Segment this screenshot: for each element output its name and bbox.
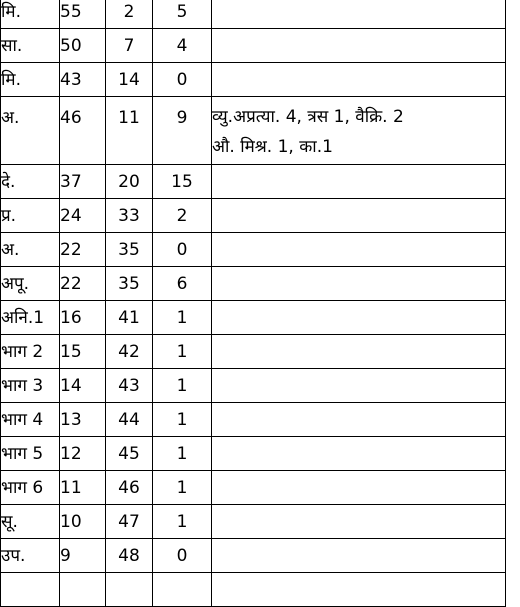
value-cell-1: 22 [60, 233, 106, 267]
value-cell-3: 1 [153, 437, 212, 471]
row-label-cell: अ. [1, 233, 60, 267]
row-label-cell: दे. [1, 165, 60, 199]
value-cell-1: 11 [60, 471, 106, 505]
value-cell-1: 55 [60, 0, 106, 29]
row-label-cell: सा. [1, 29, 60, 63]
value-cell-2: 43 [106, 369, 153, 403]
notes-cell [212, 369, 506, 403]
row-label-cell: सू. [1, 505, 60, 539]
value-cell-2: 47 [106, 505, 153, 539]
value-cell-2: 46 [106, 471, 153, 505]
value-cell-3: 0 [153, 233, 212, 267]
notes-cell [212, 165, 506, 199]
value-cell-2: 45 [106, 437, 153, 471]
value-cell-3 [153, 573, 212, 607]
notes-cell [212, 199, 506, 233]
notes-cell [212, 233, 506, 267]
value-cell-2: 7 [106, 29, 153, 63]
value-cell-1: 13 [60, 403, 106, 437]
value-cell-2: 2 [106, 0, 153, 29]
notes-cell [212, 97, 506, 165]
table-row [1, 0, 506, 29]
value-cell-3: 0 [153, 63, 212, 97]
value-cell-2: 41 [106, 301, 153, 335]
table-row [1, 539, 506, 573]
value-cell-3: 6 [153, 267, 212, 301]
value-cell-3: 9 [153, 97, 212, 165]
value-cell-2: 44 [106, 403, 153, 437]
table-row [1, 471, 506, 505]
value-cell-2: 42 [106, 335, 153, 369]
value-cell-1: 9 [60, 539, 106, 573]
table-row [1, 97, 506, 165]
notes-cell [212, 403, 506, 437]
row-label-cell: भाग 5 [1, 437, 60, 471]
table-row [1, 573, 506, 607]
table-row [1, 233, 506, 267]
row-label-cell: अ. [1, 97, 60, 165]
table-row [1, 165, 506, 199]
table-row [1, 335, 506, 369]
notes-cell [212, 63, 506, 97]
value-cell-2: 48 [106, 539, 153, 573]
value-cell-1: 50 [60, 29, 106, 63]
notes-cell [212, 539, 506, 573]
table-row [1, 267, 506, 301]
value-cell-1: 10 [60, 505, 106, 539]
row-label-cell: भाग 6 [1, 471, 60, 505]
table-row [1, 369, 506, 403]
notes-cell [212, 267, 506, 301]
value-cell-1: 37 [60, 165, 106, 199]
value-cell-2: 14 [106, 63, 153, 97]
table-body [1, 0, 506, 607]
notes-cell [212, 437, 506, 471]
notes-cell [212, 301, 506, 335]
notes-cell [212, 0, 506, 29]
value-cell-2: 35 [106, 267, 153, 301]
row-label-cell: भाग 3 [1, 369, 60, 403]
value-cell-3: 0 [153, 539, 212, 573]
value-cell-1: 16 [60, 301, 106, 335]
value-cell-1: 22 [60, 267, 106, 301]
notes-cell [212, 573, 506, 607]
row-label-cell [1, 573, 60, 607]
notes-cell [212, 29, 506, 63]
value-cell-1: 46 [60, 97, 106, 165]
value-cell-1: 24 [60, 199, 106, 233]
row-label-cell: भाग 4 [1, 403, 60, 437]
value-cell-3: 1 [153, 505, 212, 539]
value-cell-3: 5 [153, 0, 212, 29]
row-label-cell: प्र. [1, 199, 60, 233]
value-cell-1: 14 [60, 369, 106, 403]
value-cell-2: 11 [106, 97, 153, 165]
value-cell-3: 4 [153, 29, 212, 63]
row-label-cell: अनि.1 [1, 301, 60, 335]
value-cell-1: 43 [60, 63, 106, 97]
row-label-cell: मि. [1, 0, 60, 29]
value-cell-1: 15 [60, 335, 106, 369]
value-cell-3: 1 [153, 335, 212, 369]
value-cell-3: 1 [153, 471, 212, 505]
notes-cell [212, 471, 506, 505]
table-row [1, 505, 506, 539]
value-cell-2: 35 [106, 233, 153, 267]
value-cell-1: 12 [60, 437, 106, 471]
row-label-cell: मि. [1, 63, 60, 97]
value-cell-3: 1 [153, 369, 212, 403]
value-cell-2 [106, 573, 153, 607]
table-row [1, 437, 506, 471]
row-label-cell: भाग 2 [1, 335, 60, 369]
value-cell-3: 2 [153, 199, 212, 233]
value-cell-3: 15 [153, 165, 212, 199]
note-line: व्यु.अप्रत्या. 4, त्रस 1, वैक्रि. 2 [212, 107, 404, 127]
table-row [1, 29, 506, 63]
table-row [1, 403, 506, 437]
table-row [1, 199, 506, 233]
value-cell-3: 1 [153, 301, 212, 335]
notes-cell [212, 335, 506, 369]
row-label-cell: अपू. [1, 267, 60, 301]
notes-cell [212, 505, 506, 539]
row-label-cell: उप. [1, 539, 60, 573]
value-cell-2: 20 [106, 165, 153, 199]
table-row [1, 301, 506, 335]
value-cell-2: 33 [106, 199, 153, 233]
table-row [1, 63, 506, 97]
value-cell-1 [60, 573, 106, 607]
value-cell-3: 1 [153, 403, 212, 437]
note-line: औ. मिश्र. 1, का.1 [212, 137, 333, 157]
